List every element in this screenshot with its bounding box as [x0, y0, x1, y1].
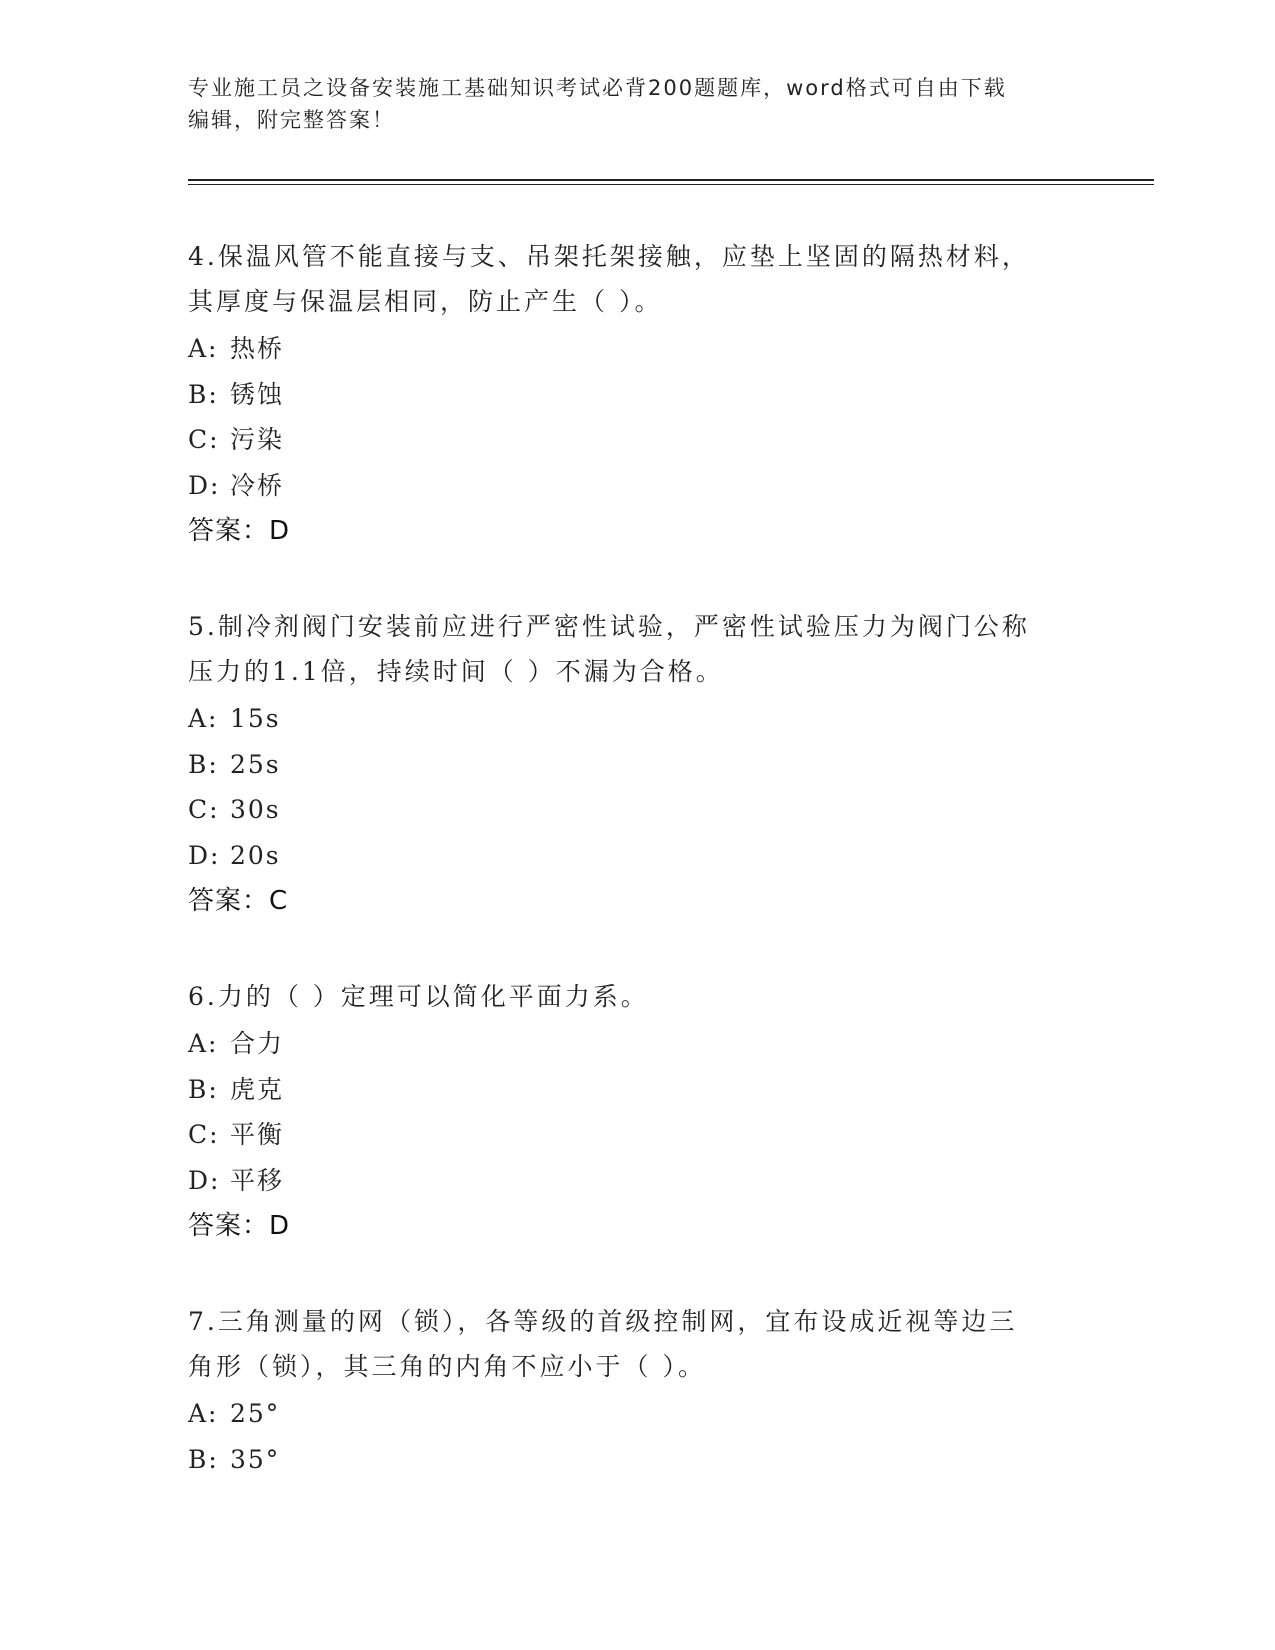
question-stem	[188, 604, 1088, 694]
option-d	[188, 833, 1088, 879]
option-text: 15s	[230, 704, 281, 733]
question-stem-line: 6.力的（ ）定理可以简化平面力系。	[188, 982, 649, 1011]
question-stem	[188, 974, 1088, 1019]
option-text: 平移	[230, 1165, 285, 1195]
option-a	[188, 696, 1088, 742]
option-text: 35°	[230, 1444, 281, 1474]
option-text: 锈蚀	[230, 379, 285, 409]
option-b	[188, 372, 1088, 418]
option-d	[188, 1158, 1088, 1204]
question-5	[188, 604, 1088, 924]
question-stem-line: 5.制冷剂阀门安装前应进行严密性试验，严密性试验压力为阀门公称	[188, 612, 1030, 641]
option-letter: B:	[188, 379, 219, 409]
option-letter: D:	[188, 840, 221, 870]
option-b	[188, 1067, 1088, 1113]
option-letter: A:	[188, 704, 219, 733]
option-text: 热桥	[230, 334, 285, 363]
answer-line: 答案：D	[188, 1211, 291, 1241]
question-4	[188, 234, 1088, 554]
option-letter: D:	[188, 1165, 221, 1195]
option-text: 30s	[230, 795, 281, 824]
option-letter: A:	[188, 1399, 219, 1428]
option-b	[188, 742, 1088, 788]
option-letter: B:	[188, 1074, 219, 1104]
question-stem-line: 角形（锁），其三角的内角不应小于（ ）。	[188, 1352, 706, 1381]
answer-line: 答案：C	[188, 886, 289, 916]
option-text: 虎克	[230, 1074, 285, 1104]
question-stem	[188, 1299, 1088, 1389]
option-a	[188, 1021, 1088, 1067]
question-stem-line: 7.三角测量的网（锁），各等级的首级控制网，宜布设成近视等边三	[188, 1307, 1018, 1336]
option-text: 20s	[230, 840, 281, 870]
option-text: 污染	[230, 425, 285, 454]
answer-line: 答案：D	[188, 516, 291, 546]
option-letter: B:	[188, 1444, 219, 1474]
option-text: 冷桥	[230, 470, 285, 500]
header-line-2: 编辑，附完整答案！	[188, 108, 395, 132]
option-d	[188, 463, 1088, 509]
option-a	[188, 1391, 1088, 1437]
header-divider-thick	[188, 179, 1154, 181]
option-text: 平衡	[230, 1120, 285, 1149]
option-letter: A:	[188, 1029, 219, 1058]
question-stem	[188, 234, 1088, 324]
question-6	[188, 974, 1088, 1249]
option-c	[188, 1112, 1088, 1158]
option-c	[188, 417, 1088, 463]
header-divider-thin	[188, 184, 1154, 185]
option-letter: A:	[188, 334, 219, 363]
question-list	[188, 234, 1088, 1532]
header-line-1: 专业施工员之设备安装施工基础知识考试必背200题题库，word格式可自由下载	[188, 76, 1007, 100]
option-letter: C:	[188, 795, 220, 824]
option-text: 25s	[230, 749, 281, 779]
option-c	[188, 787, 1088, 833]
question-stem-line: 压力的1.1倍，持续时间（ ）不漏为合格。	[188, 657, 724, 686]
option-a	[188, 326, 1088, 372]
question-7	[188, 1299, 1088, 1482]
option-letter: D:	[188, 470, 221, 500]
option-text: 25°	[230, 1399, 281, 1428]
question-stem-line: 其厚度与保温层相同，防止产生（ ）。	[188, 287, 663, 316]
option-letter: B:	[188, 749, 219, 779]
option-letter: C:	[188, 425, 220, 454]
document-header	[188, 72, 1088, 136]
question-stem-line: 4.保温风管不能直接与支、吊架托架接触，应垫上坚固的隔热材料，	[188, 242, 1030, 271]
option-letter: C:	[188, 1120, 220, 1149]
option-text: 合力	[230, 1029, 285, 1058]
option-b	[188, 1437, 1088, 1483]
